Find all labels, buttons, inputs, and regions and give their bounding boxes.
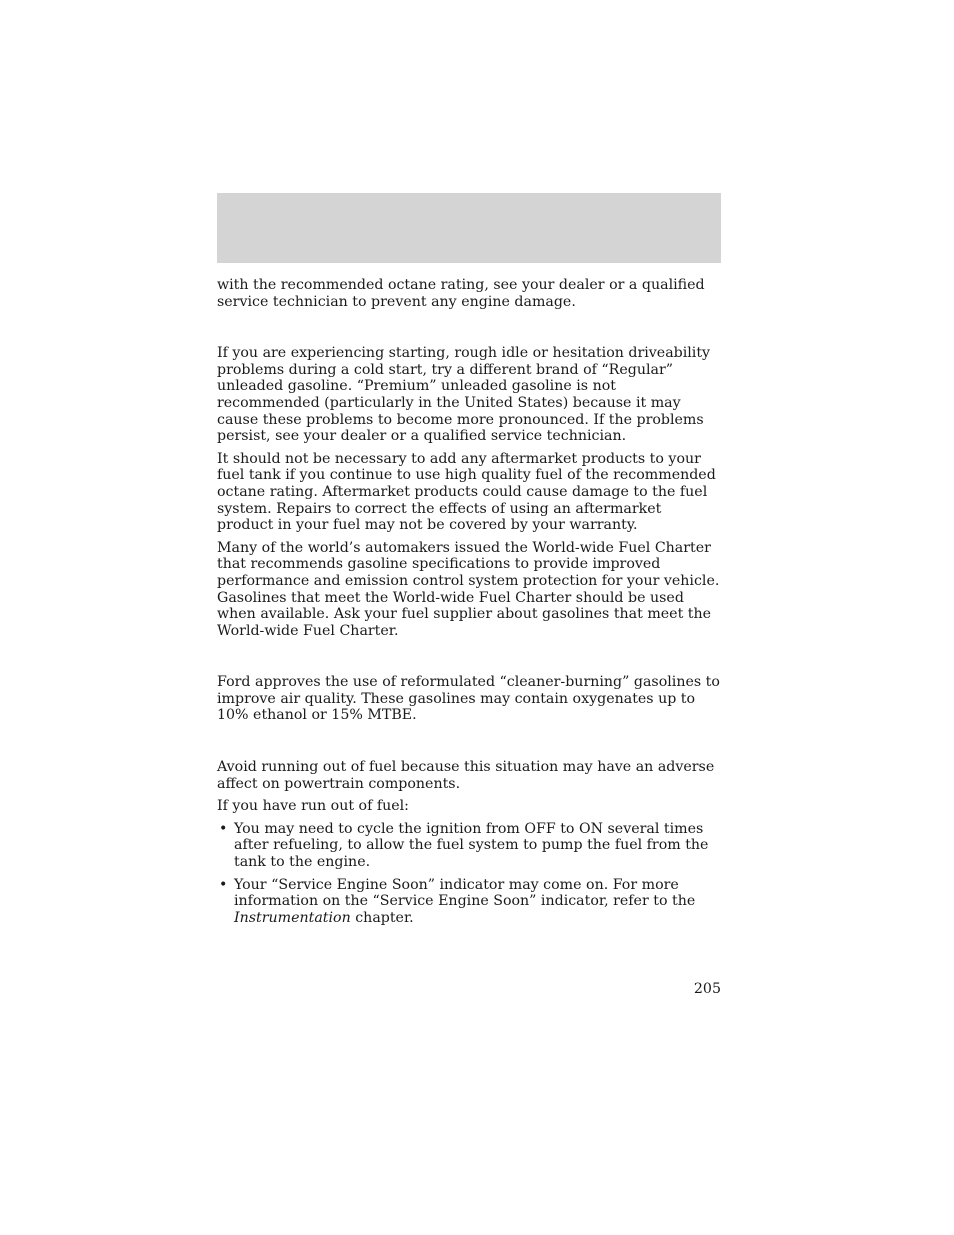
paragraph-running-out: Avoid running out of fuel because this situation may have an adverse affect on powertrain components. xyxy=(217,759,715,792)
bullet-marker: • xyxy=(219,820,228,837)
bullet-text-end: chapter. xyxy=(355,909,414,926)
header-band xyxy=(217,193,721,263)
paragraph-fuel-charter: Many of the world’s automakers issued the World-wide Fuel Charter that recommends gasoline specifications to provide improved performance and emission control system protection for your vehicle. Gasolines that meet the World-wide Fuel Charter should be used when available. Ask your fuel supplier about gasolines that meet the World-wide Fuel Charter. xyxy=(217,539,720,639)
paragraph-reformulated: Ford approves the use of reformulated “cleaner-burning” gasolines to improve air quality. These gasolines may contain oxygenates up to 10% ethanol or 15% MTBE. xyxy=(217,674,720,724)
bullet-marker: • xyxy=(219,876,228,893)
bullet-text: Your “Service Engine Soon” indicator may come on. For more information on the “Service Engine Soon” indicator, refer to the xyxy=(234,876,696,910)
paragraph-driveability: If you are experiencing starting, rough idle or hesitation driveability problems during a cold start, try a different brand of “Regular” unleaded gasoline. “Premium” unleaded gasoline is not recommended (particularly in the United States) because it may cause these problems to become more pronounced. If the problems persist, see your dealer or a qualified service technician. xyxy=(217,345,711,445)
list-item xyxy=(217,821,722,871)
chapter-reference: Instrumentation xyxy=(234,909,351,926)
paragraph-if-run-out: If you have run out of fuel: xyxy=(217,798,409,815)
list-item xyxy=(217,877,722,927)
bullet-text: You may need to cycle the ignition from OFF to ON several times after refueling, to allow the fuel system to pump the fuel from the tank to the engine. xyxy=(234,820,709,871)
paragraph-aftermarket: It should not be necessary to add any aftermarket products to your fuel tank if you continue to use high quality fuel of the recommended octane rating. Aftermarket products could cause damage to the fuel system. Repairs to correct the effects of using an aftermarket product in your fuel may not be covered by your warranty. xyxy=(217,450,716,534)
paragraph-octane-continuation: with the recommended octane rating, see your dealer or a qualified service technician to prevent any engine damage. xyxy=(217,277,705,310)
page-body xyxy=(217,277,722,926)
bullet-list xyxy=(217,821,722,927)
page-number: 205 xyxy=(693,981,721,997)
